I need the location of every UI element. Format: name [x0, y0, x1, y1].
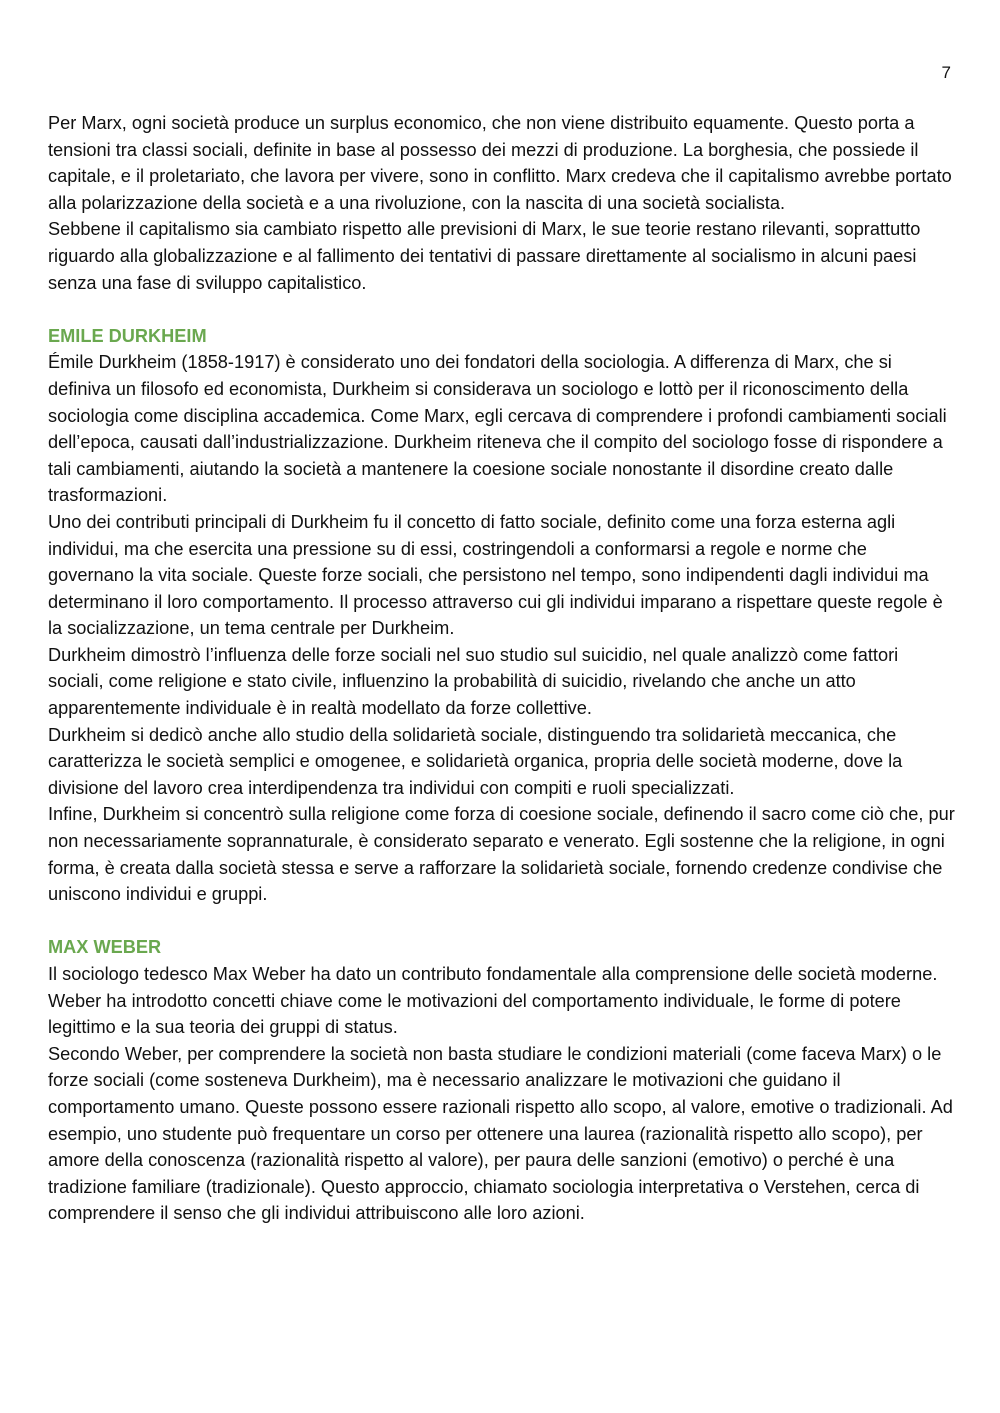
marx-section — [48, 110, 956, 296]
paragraph: Durkheim dimostrò l’influenza delle forze sociali nel suo studio sul suicidio, nel quale analizzò come fattori sociali, come religione e stato civile, influenzino la probabilità di suicidio, rivelando che anche un atto apparentemente individuale è in realtà modellato da forze collettive. — [48, 644, 899, 719]
section-heading-weber: MAX WEBER — [48, 937, 162, 958]
paragraph: Il sociologo tedesco Max Weber ha dato un contributo fondamentale alla comprensione delle società moderne. Weber ha introdotto concetti chiave come le motivazioni del comportamento individuale, le forme di potere legittimo e la sua teoria dei gruppi di status. — [48, 964, 938, 1038]
durkheim-section — [48, 323, 956, 908]
paragraph: Infine, Durkheim si concentrò sulla religione come forza di coesione sociale, definendo il sacro come ciò che, pur non necessariamente soprannaturale, è considerato separato e venerato. Egli sostenne che la religione, in ogni forma, è creata dalla società stessa e serve a rafforzare la solidarietà sociale, fornendo credenze condivise che uniscono individui e gruppi. — [48, 804, 955, 905]
document-body — [48, 110, 956, 1227]
paragraph: Secondo Weber, per comprendere la società non basta studiare le condizioni materiali (come faceva Marx) o le forze sociali (come sosteneva Durkheim), ma è necessario analizzare le motivazioni che guidano il comportamento umano. Queste possono essere razionali rispetto allo scopo, al valore, emotive o tradizionali. Ad esempio, uno studente può frequentare un corso per ottenere una laurea (razionalità rispetto allo scopo), per amore della conoscenza (razionalità rispetto al valore), per paura delle sanzioni (emotivo) o perché è una tradizione familiare (tradizionale). Questo approccio, chiamato sociologia interpretativa o Verstehen, cerca di comprendere il senso che gli individui attribuiscono alle loro azioni. — [48, 1043, 953, 1224]
paragraph: Sebbene il capitalismo sia cambiato rispetto alle previsioni di Marx, le sue teorie restano rilevanti, soprattutto riguardo alla globalizzazione e al fallimento dei tentativi di passare direttamente al socialismo in alcuni paesi senza una fase di sviluppo capitalistico. — [48, 219, 921, 293]
paragraph: Émile Durkheim (1858-1917) è considerato uno dei fondatori della sociologia. A differenza di Marx, che si definiva un filosofo ed economista, Durkheim si considerava un sociologo e lottò per il riconoscimento della sociologia come disciplina accademica. Come Marx, egli cercava di comprendere i profondi cambiamenti sociali dell’epoca, causati dall’industrializzazione. Durkheim riteneva che il compito del sociologo fosse di rispondere a tali cambiamenti, aiutando la società a mantenere la coesione sociale nonostante il disordine creato dalle trasformazioni. — [48, 352, 947, 506]
paragraph: Per Marx, ogni società produce un surplus economico, che non viene distribuito equamente. Questo porta a tensioni tra classi sociali, definite in base al possesso dei mezzi di produzione. La borghesia, che possiede il capitale, e il proletariato, che lavora per vivere, sono in conflitto. Marx credeva che il capitalismo avrebbe portato alla polarizzazione della società e a una rivoluzione, con la nascita di una società socialista. — [48, 113, 952, 213]
weber-section — [48, 934, 956, 1227]
section-heading-durkheim: EMILE DURKHEIM — [48, 325, 207, 346]
paragraph: Uno dei contributi principali di Durkheim fu il concetto di fatto sociale, definito come una forza esterna agli individui, ma che esercita una pressione su di essi, costringendoli a conformarsi a regole e norme che governano la vita sociale. Queste forze sociali, che persistono nel tempo, sono indipendenti dagli individui ma determinano il loro comportamento. Il processo attraverso cui gli individui imparano a rispettare queste regole è la socializzazione, un tema centrale per Durkheim. — [48, 511, 943, 639]
page-number: 7 — [941, 63, 951, 82]
paragraph: Durkheim si dedicò anche allo studio della solidarietà sociale, distinguendo tra solidarietà meccanica, che caratterizza le società semplici e omogenee, e solidarietà organica, propria delle società moderne, dove la divisione del lavoro crea interdipendenza tra individui con compiti e ruoli specializzati. — [48, 724, 903, 798]
